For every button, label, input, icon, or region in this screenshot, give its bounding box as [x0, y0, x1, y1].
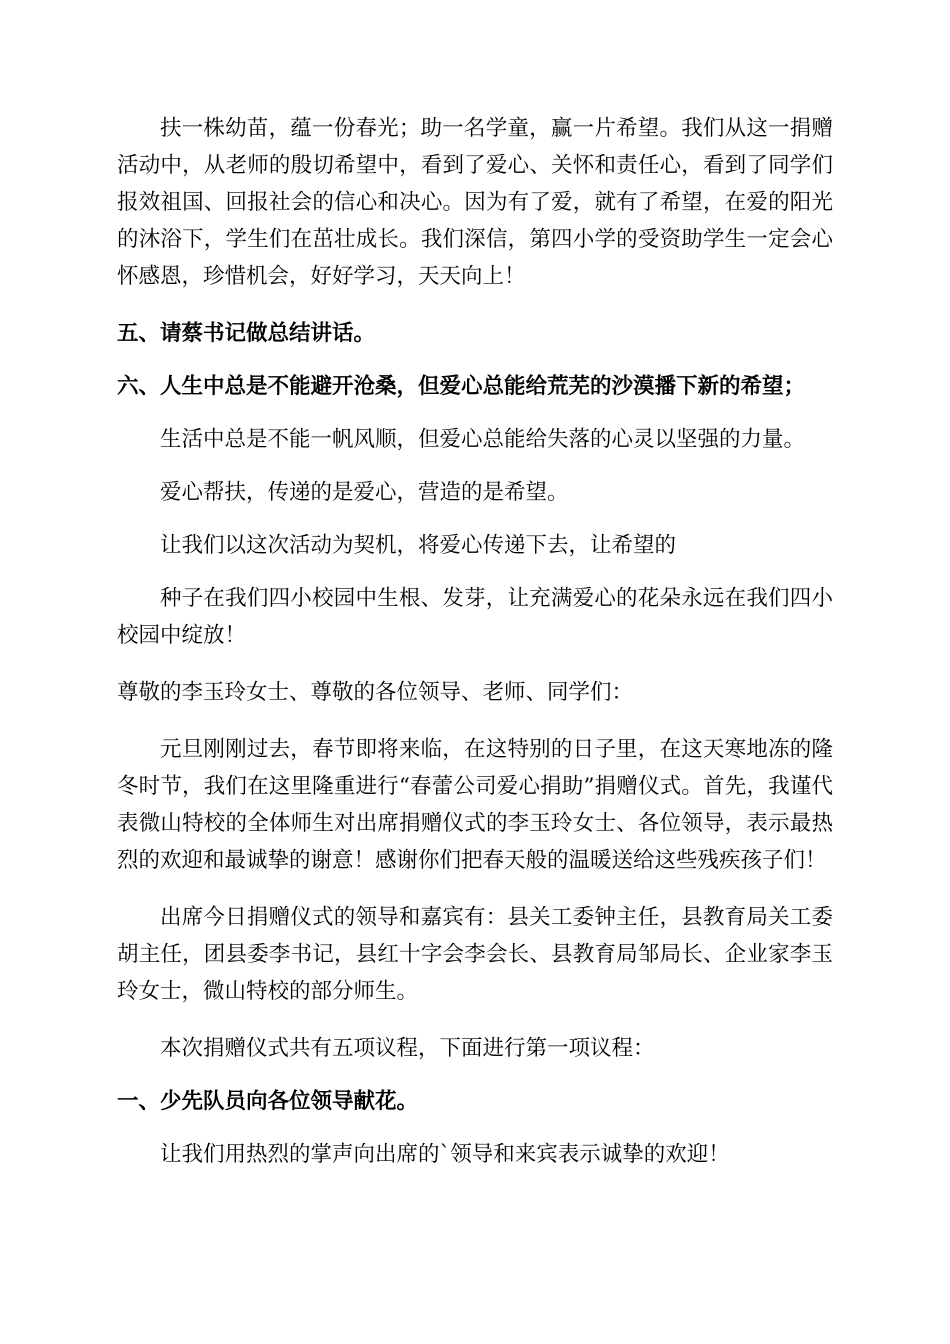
paragraph-agenda-intro: 本次捐赠仪式共有五项议程，下面进行第一项议程： [160, 1036, 655, 1061]
paragraph-love-help: 爱心帮扶，传递的是爱心，营造的是希望。 [160, 480, 569, 505]
paragraph-take-opportunity: 让我们以这次活动为契机，将爱心传递下去，让希望的 [160, 533, 677, 558]
heading-item-five: 五、请蔡书记做总结讲话。 [117, 321, 376, 346]
paragraph-salutation: 尊敬的李玉玲女士、尊敬的各位领导、老师、同学们： [117, 680, 634, 705]
heading-item-one: 一、少先队员向各位领导献花。 [117, 1089, 419, 1114]
paragraph-opening-remarks: 元旦刚刚过去，春节即将来临，在这特别的日子里，在这天寒地冻的隆冬时节，我们在这里隆重进行“春蕾公司爱心捐助”捐赠仪式。首先，我谨代表微山特校的全体师生对出席捐赠仪式的李玉玲女士、各位领导，表示最热烈的欢迎和最诚挚的谢意！感谢你们把春天般的温暖送给这些残疾孩子们！ [117, 737, 833, 873]
paragraph-applause: 让我们用热烈的掌声向出席的`领导和来宾表示诚挚的欢迎！ [160, 1142, 730, 1167]
paragraph-seeds-take-root: 种子在我们四小校园中生根、发芽，让充满爱心的花朵永远在我们四小校园中绽放！ [117, 586, 833, 648]
heading-item-six: 六、人生中总是不能避开沧桑，但爱心总能给荒芜的沙漠播下新的希望； [117, 374, 806, 399]
paragraph-support-seedling: 扶一株幼苗，蕴一份春光；助一名学童，赢一片希望。我们从这一捐赠活动中，从老师的殷切希望中，看到了爱心、关怀和责任心，看到了同学们报效祖国、回报社会的信心和决心。因为有了爱，就有了希望，在爱的阳光的沐浴下，学生们在茁壮成长。我们深信，第四小学的受资助学生一定会心怀感恩，珍惜机会，好好学习，天天向上！ [117, 116, 833, 289]
paragraph-attending-guests: 出席今日捐赠仪式的领导和嘉宾有：县关工委钟主任，县教育局关工委胡主任，团县委李书记，县红十字会李会长、县教育局邹局长、企业家李玉玲女士，微山特校的部分师生。 [117, 905, 833, 1004]
paragraph-life-not-smooth: 生活中总是不能一帆风顺，但爱心总能给失落的心灵以坚强的力量。 [160, 427, 806, 452]
document-page [117, 110, 833, 1173]
